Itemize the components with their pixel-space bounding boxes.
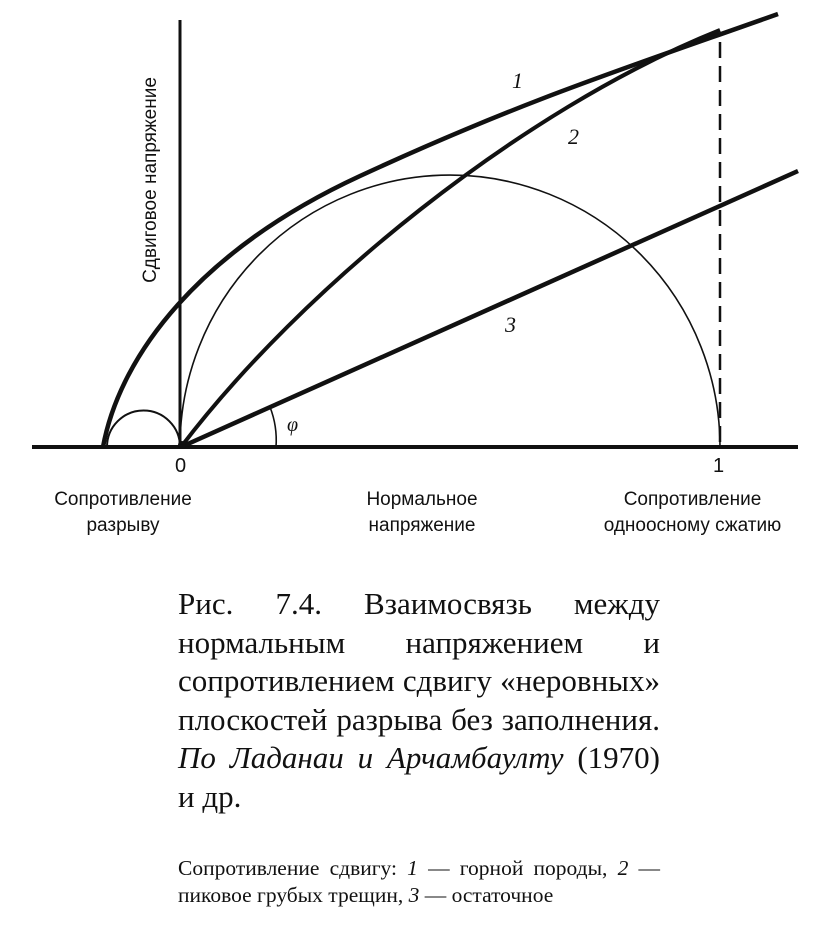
- origin-point: [178, 441, 186, 449]
- label-tensile-strength: Сопротивление разрыву: [54, 489, 192, 536]
- x-tick-zero: 0: [175, 455, 187, 477]
- tensile-circle: [107, 411, 180, 447]
- note-text-1: — горной породы,: [417, 856, 618, 880]
- note-text-3: — остаточное: [419, 883, 554, 907]
- note-head: Сопротивление сдвигу:: [178, 856, 408, 880]
- figure-legend-note: [178, 855, 660, 909]
- line-3-residual-strength: [181, 171, 798, 447]
- x-tick-one: 1: [713, 455, 725, 477]
- compression-circle: [180, 175, 720, 447]
- figure-caption: [178, 585, 660, 816]
- note-text-2: — пиковое грубых трещин,: [178, 856, 661, 907]
- y-axis-label: Сдвиговое напряжение: [140, 77, 161, 283]
- caption-text: Рис. 7.4. Взаимосвязь между нормальным напряжением и сопротивлением сдвигу «неровных» плоскостей разрыва без заполнения.: [178, 586, 660, 737]
- label-normal-stress: Нормальное напряжение: [366, 489, 478, 536]
- caption-year: (1970) и др.: [178, 740, 660, 814]
- label-ucs: Сопротивление одноосному сжатию: [603, 489, 782, 536]
- note-num-1: 1: [407, 856, 418, 880]
- note-num-3: 3: [408, 883, 420, 907]
- friction-angle-label: φ: [287, 414, 299, 436]
- friction-angle-arc: [270, 407, 276, 447]
- curve-3-label: 3: [505, 312, 516, 337]
- curve-1-rock-envelope: [103, 14, 778, 447]
- curve-1-label: 1: [512, 68, 523, 93]
- caption-authors: По Ладанаи и Арчамбаулту: [178, 740, 564, 775]
- curve-2-label: 2: [568, 124, 579, 149]
- note-num-2: 2: [617, 856, 629, 880]
- curve-2-peak-strength: [181, 30, 720, 447]
